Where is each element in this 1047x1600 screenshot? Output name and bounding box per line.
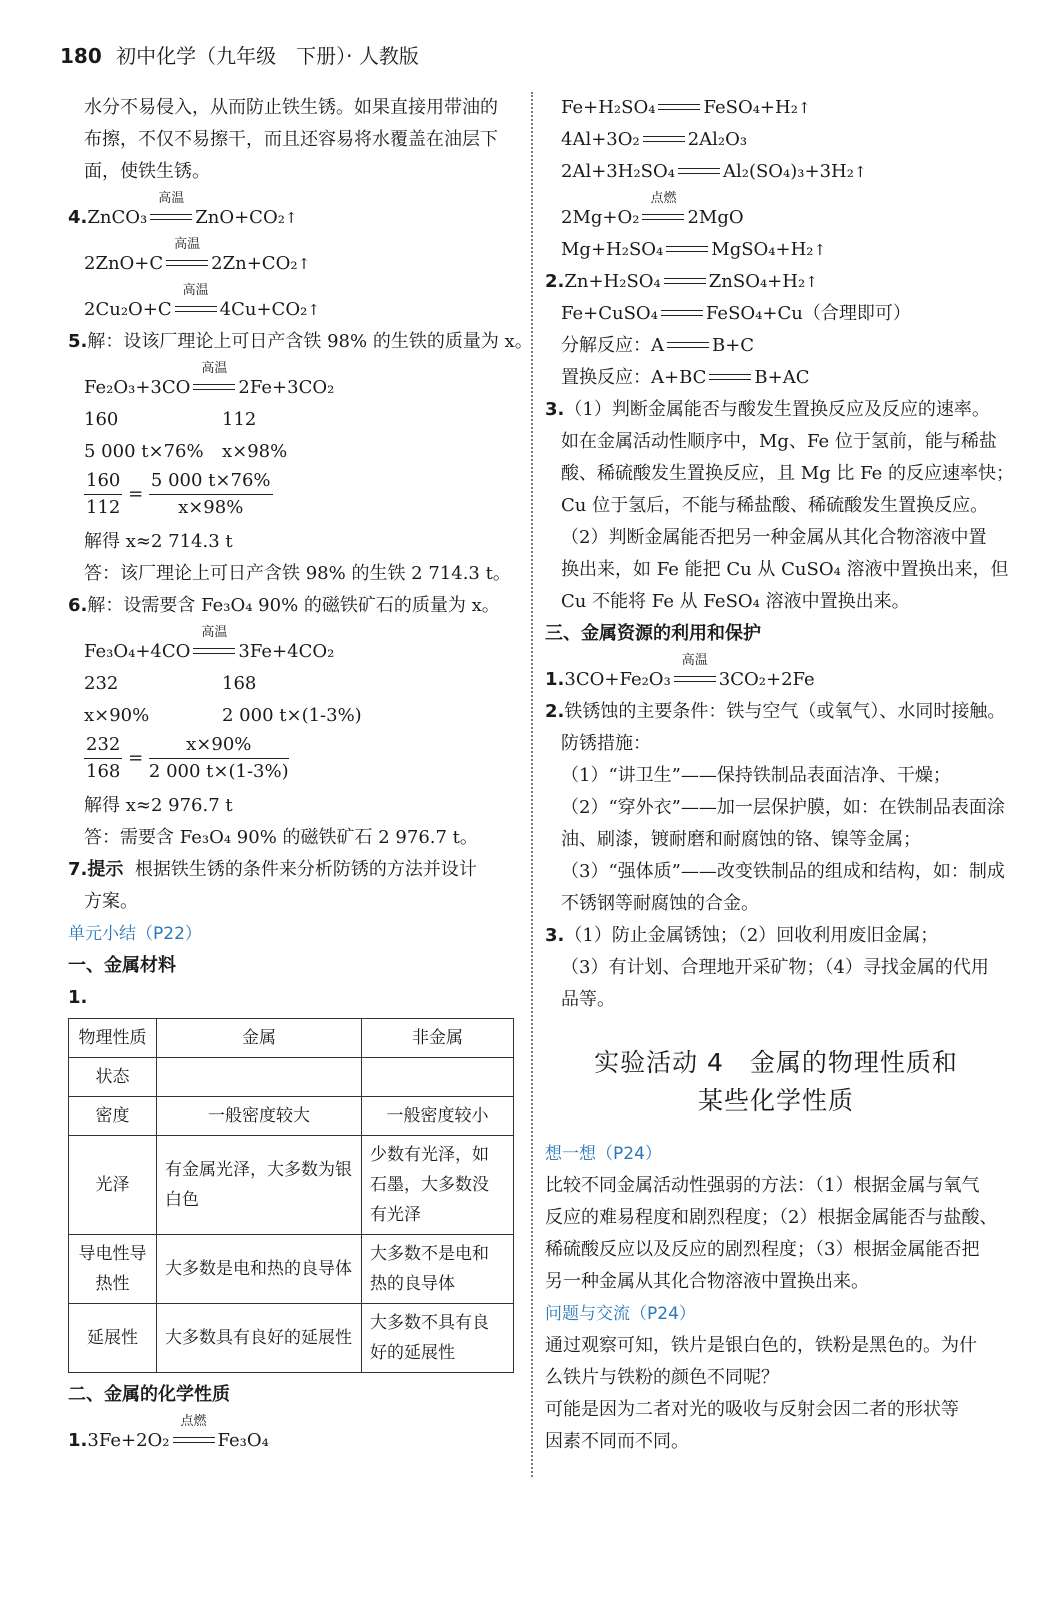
table-cell: 大多数具有良好的延展性 bbox=[157, 1304, 362, 1373]
decomposition-reaction: 分解反应：A B+C bbox=[561, 335, 755, 356]
r2-line: 2.铁锈蚀的主要条件：铁与空气（或氧气）、水同时接触。 bbox=[545, 701, 1006, 722]
equals-sign bbox=[709, 371, 751, 385]
think-line: 另一种金属从其化合物溶液中置换出来。 bbox=[545, 1271, 869, 1292]
table-cell: 状态 bbox=[69, 1058, 157, 1097]
table-row bbox=[69, 1097, 514, 1136]
r2-line: （1）“讲卫生”——保持铁制品表面洁净、干燥； bbox=[561, 765, 951, 786]
equals-sign bbox=[658, 101, 700, 115]
q7-hint: 7.提示 根据铁生锈的条件来分析防锈的方法并设计 bbox=[68, 859, 477, 880]
q3-line: Cu 不能将 Fe 从 FeSO₄ 溶液中置换出来。 bbox=[561, 591, 910, 612]
table-cell bbox=[157, 1058, 362, 1097]
table-cell: 一般密度较小 bbox=[362, 1097, 514, 1136]
table-number: 1. bbox=[68, 987, 88, 1008]
substitution-reaction: 置换反应：A+BC B+AC bbox=[561, 367, 810, 388]
q5-mass-row: 5 000 t×76% x×98% bbox=[84, 441, 288, 462]
q2-equation-1: 2.Zn+H₂SO₄ ZnSO₄+H₂↑ bbox=[545, 271, 818, 292]
equation-q5: Fe₂O₃+3CO 高温 2Fe+3CO₂ bbox=[84, 361, 335, 398]
r2-line: 不锈钢等耐腐蚀的合金。 bbox=[561, 893, 759, 914]
table-row bbox=[69, 1058, 514, 1097]
q3-line: 换出来，如 Fe 能把 Cu 从 CuSO₄ 溶液中置换出来，但 bbox=[561, 559, 1009, 580]
properties-table bbox=[68, 1018, 514, 1373]
q5-mass-row: 160 112 bbox=[84, 409, 257, 430]
q3-line: 酸、稀硫酸发生置换反应，且 Mg 比 Fe 的反应速率快； bbox=[561, 463, 1014, 484]
think-heading: 想一想（P24） bbox=[545, 1144, 662, 1164]
table-cell: 大多数不具有良好的延展性 bbox=[362, 1304, 514, 1373]
table-row bbox=[69, 1235, 514, 1304]
table-cell: 大多数是电和热的良导体 bbox=[157, 1235, 362, 1304]
q3-line: 3.（1）判断金属能否与酸发生置换反应及反应的速率。 bbox=[545, 399, 990, 420]
page-number: 180 bbox=[60, 44, 102, 68]
q3-line: Cu 位于氢后，不能与稀盐酸、稀硫酸发生置换反应。 bbox=[561, 495, 989, 516]
r2-line: 防锈措施： bbox=[561, 733, 651, 754]
equals-sign bbox=[666, 243, 708, 257]
q5-answer: 答：该厂理论上可日产含铁 98% 的生铁 2 714.3 t。 bbox=[84, 563, 511, 584]
equals-sign: 高温 bbox=[175, 303, 217, 317]
equals-sign: 高温 bbox=[674, 673, 716, 687]
qa-heading: 问题与交流（P24） bbox=[545, 1304, 696, 1324]
table-header-cell: 物理性质 bbox=[69, 1019, 157, 1058]
table-row bbox=[69, 1136, 514, 1235]
equation-s2-1: 1.3Fe+2O₂ 点燃 Fe₃O₄ bbox=[68, 1414, 269, 1451]
q6-mass-row: x×90% 2 000 t×(1-3%) bbox=[84, 705, 362, 726]
q3-line: 如在金属活动性顺序中，Mg、Fe 位于氢前，能与稀盐 bbox=[561, 431, 997, 452]
equation-line: 2Al+3H₂SO₄ Al₂(SO₄)₃+3H₂↑ bbox=[561, 161, 867, 182]
table-cell bbox=[362, 1058, 514, 1097]
equals-sign bbox=[661, 307, 703, 321]
table-cell: 少数有光泽，如石墨，大多数没有光泽 bbox=[362, 1136, 514, 1235]
table-cell: 一般密度较大 bbox=[157, 1097, 362, 1136]
q6-solution: 解得 x≈2 976.7 t bbox=[84, 795, 233, 816]
table-cell: 导电性导热性 bbox=[69, 1235, 157, 1304]
page-header bbox=[60, 40, 419, 69]
equation-line: Fe+H₂SO₄ FeSO₄+H₂↑ bbox=[561, 97, 811, 118]
equals-sign: 高温 bbox=[193, 645, 235, 659]
equals-sign: 点燃 bbox=[642, 211, 684, 225]
equals-sign bbox=[643, 133, 685, 147]
q3-line: （2）判断金属能否把另一种金属从其化合物溶液中置 bbox=[561, 527, 987, 548]
think-line: 稀硫酸反应以及反应的剧烈程度；（3）根据金属能否把 bbox=[545, 1239, 980, 1260]
q6-mass-row: 232 168 bbox=[84, 673, 257, 694]
right-column bbox=[545, 92, 1014, 1458]
text-line: 面，使铁生锈。 bbox=[84, 161, 210, 182]
equation-q6: Fe₃O₄+4CO 高温 3Fe+4CO₂ bbox=[84, 625, 335, 662]
q7-hint-cont: 方案。 bbox=[84, 891, 138, 912]
unit-summary-heading: 单元小结（P22） bbox=[68, 924, 202, 944]
table-header-row bbox=[69, 1019, 514, 1058]
equation-line: Mg+H₂SO₄ MgSO₄+H₂↑ bbox=[561, 239, 827, 260]
q5-proportion: $\frac{160}{112}$ = $\frac{5 000 t\times 76\%}{x\times 98\%}$ bbox=[86, 470, 271, 518]
equation-q4-2: 2ZnO+C 高温 2Zn+CO₂↑ bbox=[84, 237, 311, 274]
equals-sign: 点燃 bbox=[173, 1434, 215, 1448]
think-line: 反应的难易程度和剧烈程度；（2）根据金属能否与盐酸、 bbox=[545, 1207, 998, 1228]
qa-line: 可能是因为二者对光的吸收与反射会因二者的形状等 bbox=[545, 1399, 959, 1420]
q5-solution: 解得 x≈2 714.3 t bbox=[84, 531, 233, 552]
table-row bbox=[69, 1304, 514, 1373]
qa-line: 因素不同而不同。 bbox=[545, 1431, 689, 1452]
q6-intro: 6.解：设需要含 Fe₃O₄ 90% 的磁铁矿石的质量为 x。 bbox=[68, 595, 500, 616]
r1-equation: 1.3CO+Fe₂O₃ 高温 3CO₂+2Fe bbox=[545, 653, 815, 690]
equals-sign bbox=[678, 165, 720, 179]
r3-line: （3）有计划、合理地开采矿物；（4）寻找金属的代用 bbox=[561, 957, 989, 978]
section-heading-3: 三、金属资源的利用和保护 bbox=[545, 623, 761, 644]
activity-title: 实验活动 4 金属的物理性质和 某些化学性质 bbox=[594, 1048, 958, 1115]
qa-line: 通过观察可知，铁片是银白色的，铁粉是黑色的。为什 bbox=[545, 1335, 977, 1356]
equation-line: 2Mg+O₂ 点燃 2MgO bbox=[561, 191, 744, 228]
equation-q4-3: 2Cu₂O+C 高温 4Cu+CO₂↑ bbox=[84, 283, 320, 320]
table-header-cell: 非金属 bbox=[362, 1019, 514, 1058]
equals-sign: 高温 bbox=[166, 257, 208, 271]
table-cell: 延展性 bbox=[69, 1304, 157, 1373]
table-cell: 光泽 bbox=[69, 1136, 157, 1235]
q6-answer: 答：需要含 Fe₃O₄ 90% 的磁铁矿石 2 976.7 t。 bbox=[84, 827, 478, 848]
left-column bbox=[68, 92, 533, 1457]
book-title: 初中化学（九年级 下册）· 人教版 bbox=[116, 44, 419, 68]
q2-equation-2: Fe+CuSO₄ FeSO₄+Cu（合理即可） bbox=[561, 303, 911, 324]
equation-q4-1: 4.ZnCO₃ 高温 ZnO+CO₂↑ bbox=[68, 191, 298, 228]
column-divider bbox=[531, 92, 533, 1477]
text-line: 水分不易侵入，从而防止铁生锈。如果直接用带油的 bbox=[84, 97, 498, 118]
equation-line: 4Al+3O₂ 2Al₂O₃ bbox=[561, 129, 748, 150]
r2-line: 油、刷漆，镀耐磨和耐腐蚀的铬、镍等金属； bbox=[561, 829, 921, 850]
table-header-cell: 金属 bbox=[157, 1019, 362, 1058]
text-line: 布擦，不仅不易擦干，而且还容易将水覆盖在油层下 bbox=[84, 129, 498, 150]
table-cell: 密度 bbox=[69, 1097, 157, 1136]
r2-line: （2）“穿外衣”——加一层保护膜，如：在铁制品表面涂 bbox=[561, 797, 1005, 818]
equals-sign bbox=[664, 275, 706, 289]
r2-line: （3）“强体质”——改变铁制品的组成和结构，如：制成 bbox=[561, 861, 1005, 882]
table-cell: 有金属光泽，大多数为银白色 bbox=[157, 1136, 362, 1235]
qa-line: 么铁片与铁粉的颜色不同呢？ bbox=[545, 1367, 779, 1388]
equals-sign: 高温 bbox=[193, 381, 235, 395]
equals-sign: 高温 bbox=[150, 211, 192, 225]
r3-line: 品等。 bbox=[561, 989, 615, 1010]
section-heading-1: 一、金属材料 bbox=[68, 955, 176, 976]
q5-intro: 5.解：设该厂理论上可日产含铁 98% 的生铁的质量为 x。 bbox=[68, 331, 533, 352]
think-line: 比较不同金属活动性强弱的方法：（1）根据金属与氧气 bbox=[545, 1175, 980, 1196]
q6-proportion: $\frac{232}{168}$ = $\frac{x\times 90\%}{2 000 t\times(1-3\%)}$ bbox=[86, 734, 289, 782]
section-heading-2: 二、金属的化学性质 bbox=[68, 1384, 230, 1405]
table-cell: 大多数不是电和热的良导体 bbox=[362, 1235, 514, 1304]
equals-sign bbox=[667, 339, 709, 353]
r3-line: 3.（1）防止金属锈蚀；（2）回收利用废旧金属； bbox=[545, 925, 939, 946]
